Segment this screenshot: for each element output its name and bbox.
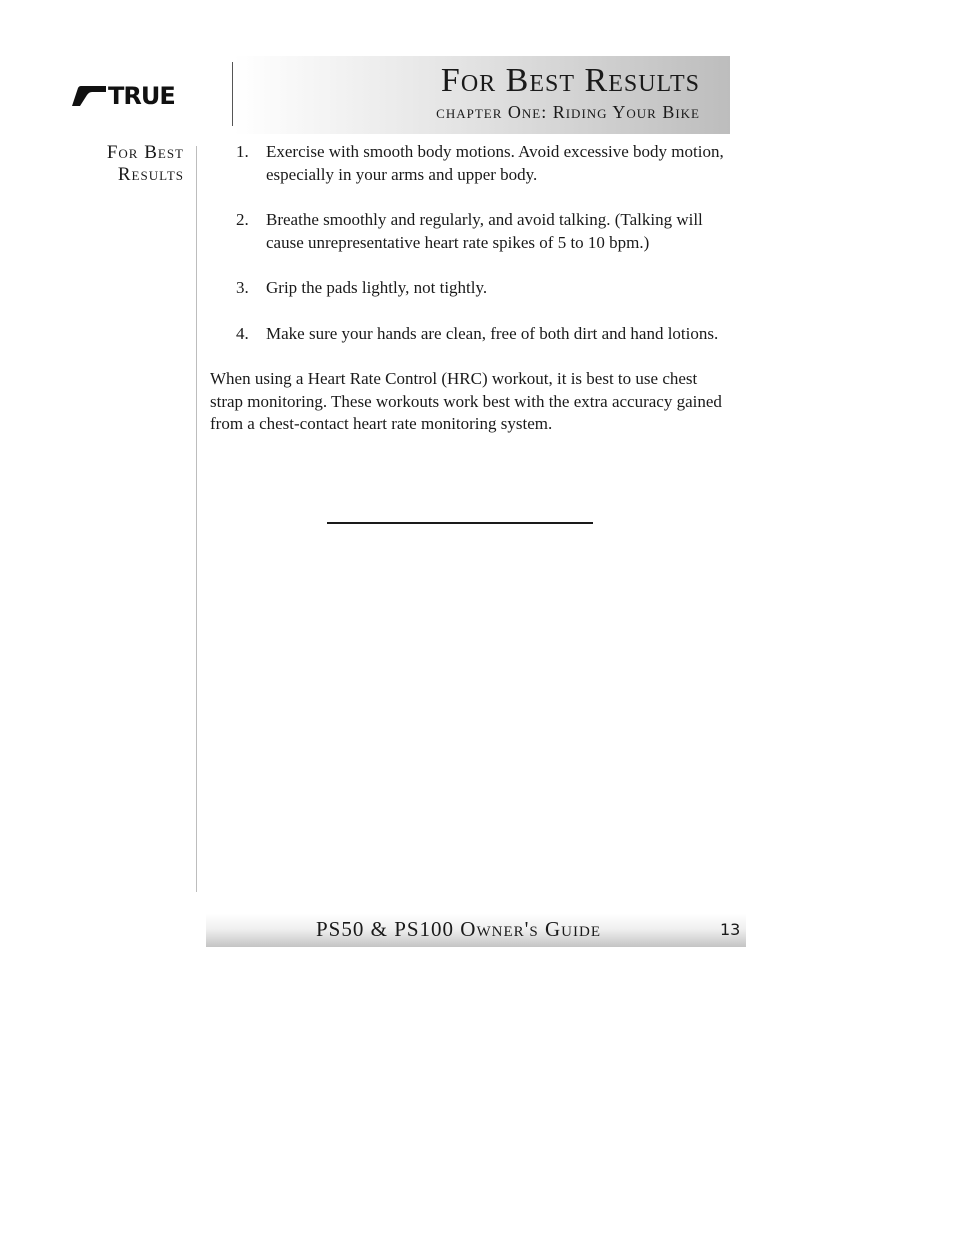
logo-text: TRUE bbox=[108, 82, 175, 110]
list-item bbox=[210, 323, 730, 346]
list-item-number: 1. bbox=[236, 142, 249, 161]
main-content bbox=[210, 141, 730, 436]
list-item bbox=[210, 141, 730, 186]
page-title: For Best Results bbox=[440, 62, 700, 99]
tips-list bbox=[210, 141, 730, 345]
list-item-text: Breathe smoothly and regularly, and avoid talking. (Talking will cause unrepresentative heart rate spikes of 5 to 10 bpm.) bbox=[266, 210, 703, 252]
logo-mark-icon bbox=[72, 86, 106, 106]
list-item-text: Make sure your hands are clean, free of both dirt and hand lotions. bbox=[266, 323, 719, 343]
section-heading bbox=[44, 142, 184, 186]
list-item-number: 3. bbox=[236, 278, 249, 298]
chapter-title: chapter One: Riding Your Bike bbox=[436, 102, 700, 122]
true-logo bbox=[72, 82, 175, 110]
sidebar-rule bbox=[196, 146, 197, 892]
list-item bbox=[210, 277, 730, 300]
section-end-rule bbox=[327, 522, 593, 524]
footer-guide-title: PS50 & PS100 Owner's Guide bbox=[316, 917, 601, 941]
list-item-text: Grip the pads lightly, not tightly. bbox=[266, 278, 488, 298]
list-item-number: 4. bbox=[236, 323, 249, 343]
header-divider bbox=[232, 62, 233, 126]
section-heading-line: Results bbox=[117, 164, 184, 185]
list-item-number: 2. bbox=[236, 210, 249, 230]
section-heading-line: For Best bbox=[106, 142, 184, 163]
list-item bbox=[210, 209, 730, 254]
page-number: 13 bbox=[720, 920, 741, 939]
hrc-paragraph: When using a Heart Rate Control (HRC) workout, it is best to use chest strap monitoring. These workouts work best with the extra accuracy gained from a chest-contact heart rate monitoring system. bbox=[210, 368, 722, 434]
list-item-text: Exercise with smooth body motions. Avoid excessive body motion, especially in your arms and upper body. bbox=[266, 142, 724, 184]
